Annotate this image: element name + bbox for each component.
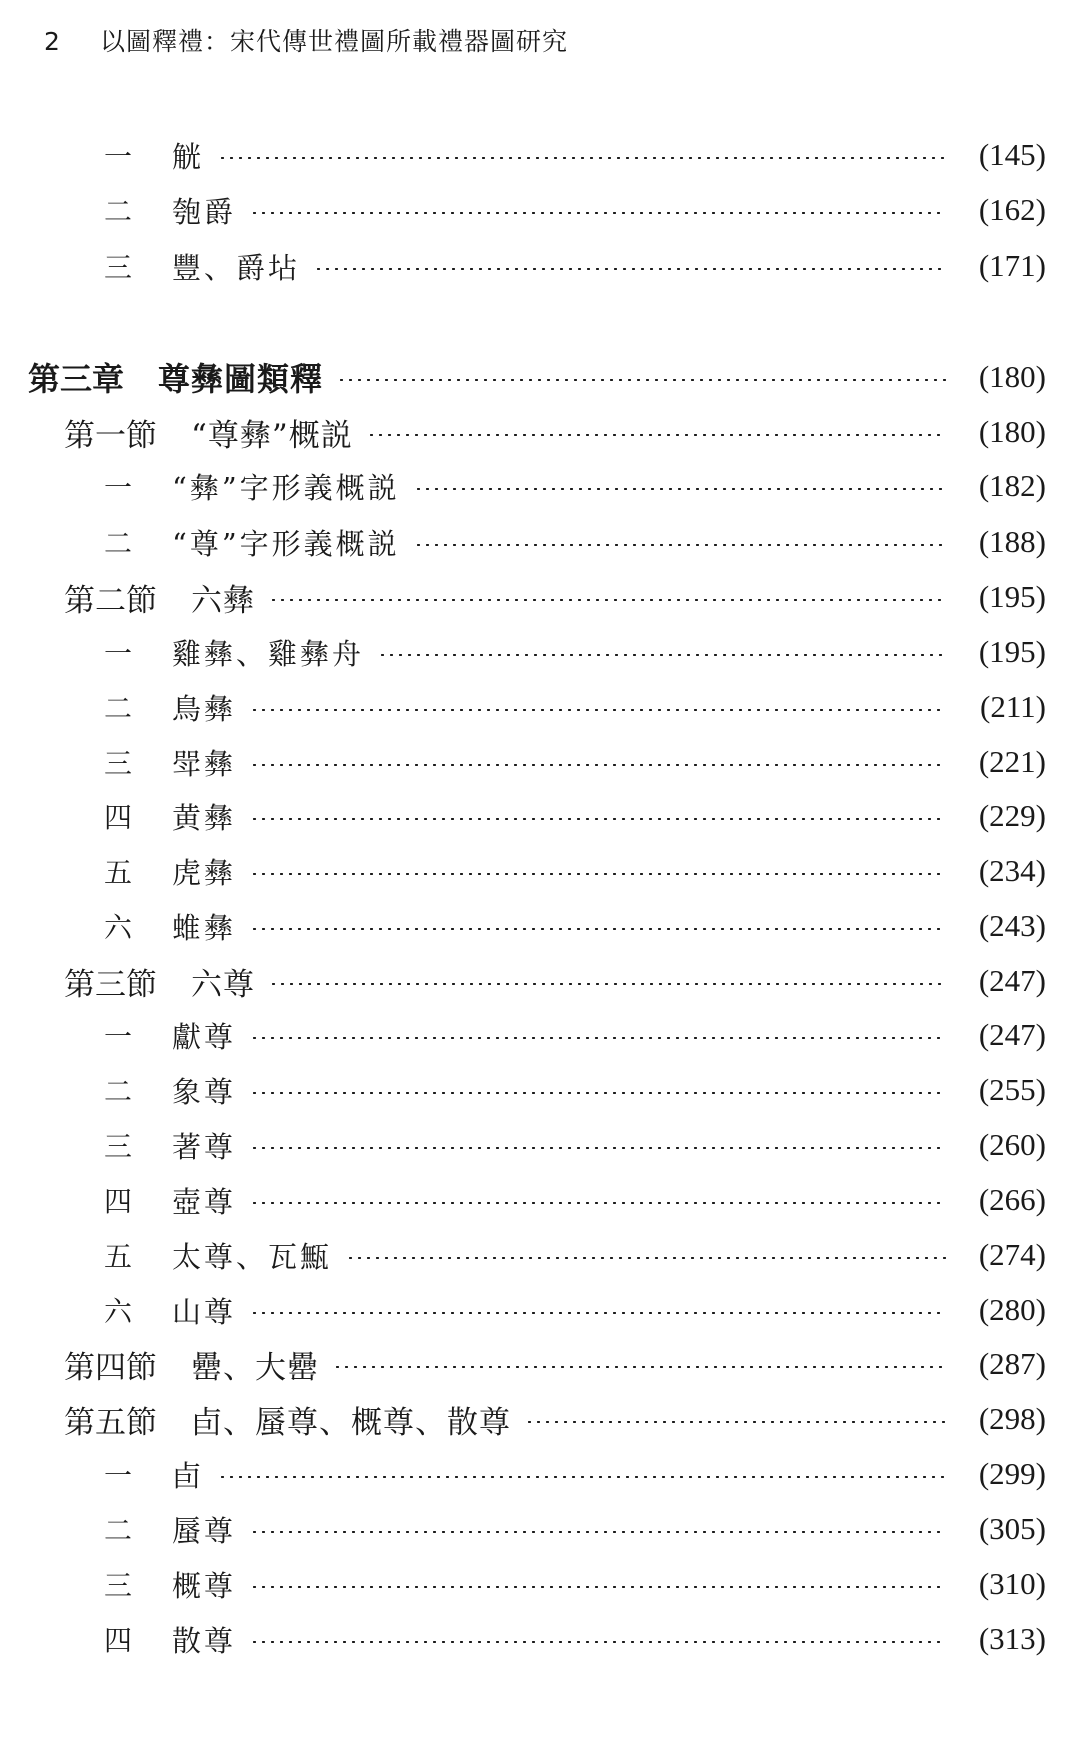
toc-entry-page: (162) xyxy=(978,192,1046,227)
toc-entry-title: 六彝 xyxy=(191,582,255,619)
book-title: 以圖釋禮：宋代傳世禮圖所載禮器圖研究 xyxy=(100,27,569,56)
dot-leader xyxy=(250,212,946,214)
toc-entry-item xyxy=(0,902,1080,950)
toc-entry-page: (305) xyxy=(978,1511,1046,1546)
toc-entry-number: 四 xyxy=(104,1185,133,1218)
toc-entry-page: (243) xyxy=(978,908,1046,943)
toc-entry-page: (195) xyxy=(978,579,1046,614)
running-head xyxy=(44,22,568,58)
toc-entry-label xyxy=(0,1619,236,1660)
toc-entry-section xyxy=(0,573,1080,621)
dot-leader xyxy=(269,599,946,601)
toc-entry-title: 壺尊 xyxy=(172,1184,237,1219)
toc-entry-item xyxy=(0,1011,1080,1059)
dot-leader xyxy=(269,983,946,985)
toc-entry-label xyxy=(0,1564,236,1605)
toc-entry-title: 豐、爵坫 xyxy=(172,250,301,285)
toc-entry-number: 一 xyxy=(104,637,133,670)
toc-entry-number: 五 xyxy=(104,1240,133,1273)
toc-entry-number: 第一節 xyxy=(64,417,157,454)
toc-entry-item xyxy=(0,1121,1080,1169)
dot-leader xyxy=(250,1312,946,1314)
toc-entry-number: 第四節 xyxy=(64,1349,157,1386)
toc-entry-number: 六 xyxy=(104,1295,133,1328)
toc-entry-number: 二 xyxy=(104,692,133,725)
toc-entry-page: (247) xyxy=(978,1017,1046,1052)
toc-entry-title: 蜼彝 xyxy=(172,910,237,945)
dot-leader xyxy=(250,1147,946,1149)
dot-leader xyxy=(218,157,946,159)
dot-leader xyxy=(250,928,946,930)
toc-entry-item xyxy=(0,242,1080,290)
toc-entry-item xyxy=(0,847,1080,895)
toc-entry-title: 匏爵 xyxy=(172,194,237,229)
toc-entry-label xyxy=(0,1454,204,1495)
toc-entry-label xyxy=(0,687,236,728)
toc-entry-number: 二 xyxy=(104,1514,133,1547)
toc-entry-title: 概尊 xyxy=(172,1568,237,1603)
dot-leader xyxy=(414,488,946,490)
dot-leader xyxy=(346,1257,946,1259)
dot-leader xyxy=(250,1641,946,1643)
toc-entry-page: (182) xyxy=(978,468,1046,503)
toc-entry-title: 象尊 xyxy=(172,1074,237,1109)
toc-entry-number: 一 xyxy=(104,140,133,173)
toc-entry-page: (211) xyxy=(980,689,1046,724)
toc-entry-item xyxy=(0,1286,1080,1334)
toc-entry-label xyxy=(0,1015,236,1056)
toc-entry-title: 山尊 xyxy=(172,1294,237,1329)
toc-entry-label xyxy=(0,354,323,400)
toc-entry-page: (313) xyxy=(978,1621,1046,1656)
toc-entry-item xyxy=(0,1231,1080,1279)
toc-entry-label xyxy=(0,190,236,231)
toc-entry-page: (180) xyxy=(978,414,1046,449)
toc-entry-number: 三 xyxy=(104,747,133,780)
toc-entry-label xyxy=(0,1070,236,1111)
toc-entry-title: “尊彝”概説 xyxy=(191,417,353,454)
toc-entry-page: (260) xyxy=(978,1127,1046,1162)
dot-leader xyxy=(250,764,946,766)
toc-entry-number: 六 xyxy=(104,911,133,944)
toc-entry-item xyxy=(0,1176,1080,1224)
toc-entry-title: 觥 xyxy=(172,139,205,174)
toc-entry-page: (298) xyxy=(978,1401,1046,1436)
toc-entry-item xyxy=(0,1615,1080,1663)
dot-leader xyxy=(414,544,946,546)
toc-entry-page: (229) xyxy=(978,798,1046,833)
toc-entry-title: 獻尊 xyxy=(172,1019,237,1054)
toc-entry-number: 四 xyxy=(104,1624,133,1657)
toc-entry-label xyxy=(0,522,400,563)
toc-entry-label xyxy=(0,1397,511,1442)
toc-entry-page: (310) xyxy=(978,1566,1046,1601)
toc-entry-item xyxy=(0,462,1080,510)
page-number: 2 xyxy=(44,27,61,56)
toc-entry-title: 鳥彝 xyxy=(172,691,237,726)
toc-entry-label xyxy=(0,959,255,1004)
toc-entry-number: 三 xyxy=(104,251,133,284)
toc-entry-item xyxy=(0,518,1080,566)
toc-entry-item xyxy=(0,738,1080,786)
toc-entry-number: 三 xyxy=(104,1130,133,1163)
dot-leader xyxy=(250,1586,946,1588)
toc-entry-page: (266) xyxy=(978,1182,1046,1217)
dot-leader xyxy=(333,1366,946,1368)
toc-entry-label xyxy=(0,1125,236,1166)
toc-entry-section xyxy=(0,1340,1080,1388)
toc-entry-label xyxy=(0,632,364,673)
dot-leader xyxy=(525,1421,946,1423)
toc-entry-item xyxy=(0,131,1080,179)
toc-entry-page: (287) xyxy=(978,1346,1046,1381)
toc-entry-label xyxy=(0,466,400,507)
dot-leader xyxy=(250,1531,946,1533)
toc-entry-section xyxy=(0,1395,1080,1443)
toc-entry-title: 斝彝 xyxy=(172,746,237,781)
toc-entry-number: 一 xyxy=(104,471,133,504)
toc-entry-number: 三 xyxy=(104,1569,133,1602)
toc-entry-title: 蜃尊 xyxy=(172,1513,237,1548)
toc-entry-number: 二 xyxy=(104,195,133,228)
dot-leader xyxy=(250,1092,946,1094)
toc-entry-title: 罍、大罍 xyxy=(191,1349,319,1386)
toc-entry-page: (234) xyxy=(978,853,1046,888)
toc-entry-number: 四 xyxy=(104,801,133,834)
toc-entry-chapter xyxy=(0,353,1080,401)
toc-entry-title: 虎彝 xyxy=(172,855,237,890)
dot-leader xyxy=(250,873,946,875)
toc-entry-label xyxy=(0,1509,236,1550)
dot-leader xyxy=(378,654,946,656)
toc-entry-page: (255) xyxy=(978,1072,1046,1107)
toc-entry-title: 尊彝圖類釋 xyxy=(158,360,324,398)
dot-leader xyxy=(367,434,946,436)
toc-entry-number: 五 xyxy=(104,856,133,889)
toc-entry-label xyxy=(0,796,236,837)
toc-entry-title: “彝”字形義概説 xyxy=(172,470,400,505)
toc-entry-item xyxy=(0,186,1080,234)
toc-entry-title: 散尊 xyxy=(172,1623,237,1658)
toc-entry-item xyxy=(0,628,1080,676)
toc-entry-label xyxy=(0,1290,236,1331)
toc-entry-label xyxy=(0,246,300,287)
toc-entry-number: 第五節 xyxy=(64,1404,157,1441)
toc-entry-page: (299) xyxy=(978,1456,1046,1491)
toc-entry-section xyxy=(0,408,1080,456)
toc-entry-page: (188) xyxy=(978,524,1046,559)
toc-entry-label xyxy=(0,906,236,947)
toc-entry-label xyxy=(0,135,204,176)
toc-entry-label xyxy=(0,1342,319,1387)
toc-entry-number: 第三章 xyxy=(28,360,125,398)
toc-entry-number: 二 xyxy=(104,1075,133,1108)
dot-leader xyxy=(337,379,946,381)
toc-entry-title: 著尊 xyxy=(172,1129,237,1164)
toc-entry-item xyxy=(0,1560,1080,1608)
toc-entry-label xyxy=(0,410,353,455)
toc-entry-page: (221) xyxy=(978,744,1046,779)
toc-entry-section xyxy=(0,957,1080,1005)
toc-entry-label xyxy=(0,1235,332,1276)
toc-entry-label xyxy=(0,851,236,892)
toc-entry-item xyxy=(0,1505,1080,1553)
toc-entry-title: “尊”字形義概説 xyxy=(172,526,400,561)
toc-entry-page: (145) xyxy=(978,137,1046,172)
toc-entry-title: 黄彝 xyxy=(172,800,237,835)
toc-entry-item xyxy=(0,1066,1080,1114)
toc-entry-number: 二 xyxy=(104,527,133,560)
dot-leader xyxy=(218,1476,946,1478)
toc-entry-item xyxy=(0,792,1080,840)
toc-entry-page: (247) xyxy=(978,963,1046,998)
toc-entry-title: 卣 xyxy=(172,1458,205,1493)
toc-entry-label xyxy=(0,575,255,620)
toc-entry-item xyxy=(0,1450,1080,1498)
toc-entry-title: 六尊 xyxy=(191,966,255,1003)
toc-entry-page: (280) xyxy=(978,1292,1046,1327)
toc-entry-number: 第二節 xyxy=(64,582,157,619)
toc-entry-page: (180) xyxy=(978,359,1046,394)
toc-entry-title: 雞彝、雞彝舟 xyxy=(172,636,365,671)
toc-entry-page: (171) xyxy=(978,248,1046,283)
toc-entry-number: 一 xyxy=(104,1020,133,1053)
dot-leader xyxy=(250,1037,946,1039)
toc-entry-label xyxy=(0,742,236,783)
toc-entry-page: (274) xyxy=(978,1237,1046,1272)
toc-entry-label xyxy=(0,1180,236,1221)
dot-leader xyxy=(250,709,946,711)
toc-entry-title: 太尊、瓦甒 xyxy=(172,1239,333,1274)
toc-entry-page: (195) xyxy=(978,634,1046,669)
toc-entry-title: 卣、蜃尊、概尊、散尊 xyxy=(191,1404,511,1441)
dot-leader xyxy=(314,268,946,270)
toc-entry-item xyxy=(0,683,1080,731)
dot-leader xyxy=(250,1202,946,1204)
toc-entry-number: 一 xyxy=(104,1459,133,1492)
toc-entry-number: 第三節 xyxy=(64,966,157,1003)
dot-leader xyxy=(250,818,946,820)
